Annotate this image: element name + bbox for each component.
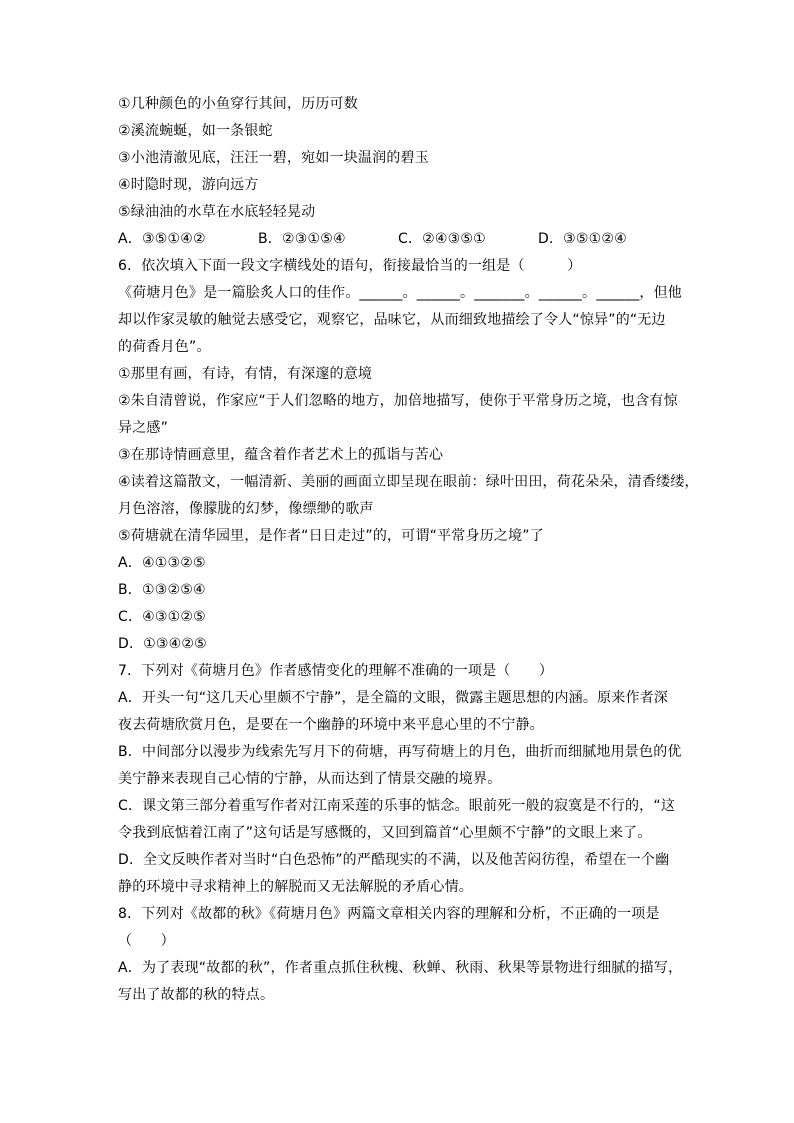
q5-option-a: A．③⑤①④② (118, 231, 206, 247)
q7-stem: 7．下列对《荷塘月色》作者感情变化的理解不准确的一项是（ ） (118, 663, 554, 679)
q5-option-c: C．②④③⑤① (398, 231, 486, 247)
q7-line-5: C．课文第三部分着重写作者对江南采莲的乐事的惦念。眼前死一般的寂寞是不行的，“这 (118, 798, 676, 814)
q6-item-4-cont: 月色溶溶，像朦胧的幻梦，像缥缈的歌声 (118, 501, 374, 517)
q7-line-1: A．开头一句“这几天心里颇不宁静”，是全篇的文眼，微露主题思想的内涵。原来作者深 (118, 690, 669, 706)
q7-line-7: D．全文反映作者对当时“白色恐怖”的严酷现实的不满，以及他苦闷彷徨，希望在一个幽 (118, 852, 670, 868)
q6-option-b: B．①③②⑤④ (118, 582, 206, 598)
q8-line-1: A．为了表现“故都的秋”，作者重点抓住秋槐、秋蝉、秋雨、秋果等景物进行细腻的描写， (118, 960, 683, 976)
q7-line-3: B．中间部分以漫步为线索先写月下的荷塘，再写荷塘上的月色，曲折而细腻地用景色的优 (118, 744, 682, 760)
q5-options (118, 226, 694, 253)
q7-line-2: 夜去荷塘欣赏月色，是要在一个幽静的环境中来平息心里的不宁静。 (118, 717, 544, 733)
q7-line-4: 美宁静来表现自己心情的宁静，从而达到了情景交融的境界。 (118, 771, 502, 787)
q6-item-2: ②朱自清曾说，作家应“于人们忽略的地方，加倍地描写，使你于平常身历之境，也含有惊 (118, 393, 678, 409)
q6-option-d: D．①③④②⑤ (118, 636, 207, 652)
q5-item-1: ①几种颜色的小鱼穿行其间，历历可数 (118, 96, 358, 112)
q5-option-d: D．③⑤①②④ (538, 231, 627, 247)
q6-passage-line-2: 却以作家灵敏的触觉去感受它，观察它，品味它，从而细致地描绘了令人“惊异”的“无边 (118, 312, 666, 328)
q6-option-a: A．④①③②⑤ (118, 555, 206, 571)
q6-item-5: ⑤荷塘就在清华园里，是作者“日日走过”的，可谓“平常身历之境”了 (118, 528, 544, 544)
q6-option-c: C．④③①②⑤ (118, 609, 206, 625)
q8-line-2: 写出了故都的秋的特点。 (118, 987, 275, 1003)
q7-line-8: 静的环境中寻求精神上的解脱而又无法解脱的矛盾心情。 (118, 879, 473, 895)
q6-item-4: ④读着这篇散文，一幅清新、美丽的画面立即呈现在眼前：绿叶田田，荷花朵朵，清香缕缕， (118, 474, 699, 490)
q6-passage-line-3: 的荷香月色”。 (118, 339, 211, 355)
q5-item-3: ③小池清澈见底，汪汪一碧，宛如一块温润的碧玉 (118, 150, 429, 166)
q6-passage-line-1: 《荷塘月色》是一篇脍炙人口的佳作。______。______。_______。______。______，但他 (118, 285, 682, 301)
question-6 (118, 253, 699, 658)
q5-item-5: ⑤绿油油的水草在水底轻轻晃动 (118, 204, 316, 220)
q6-item-1: ①那里有画，有诗，有情，有深邃的意境 (118, 366, 373, 382)
q6-stem: 6．依次填入下面一段文字横线处的语句，衔接最恰当的一组是（ ） (118, 258, 582, 274)
q5-option-b: B．②③①⑤④ (258, 231, 346, 247)
q5-item-2: ②溪流蜿蜒，如一条银蛇 (118, 123, 273, 139)
question-7 (118, 658, 694, 901)
q8-answer-paren: （ ） (118, 933, 175, 949)
q5-items (118, 91, 694, 226)
q6-item-3: ③在那诗情画意里，蕴含着作者艺术上的孤诣与苦心 (118, 447, 444, 463)
question-8 (118, 901, 694, 1009)
q5-item-4: ④时隐时现，游向远方 (118, 177, 259, 193)
q6-item-2-cont: 异之感” (118, 420, 169, 436)
q8-stem: 8．下列对《故都的秋》《荷塘月色》两篇文章相关内容的理解和分析，不正确的一项是 (118, 906, 660, 922)
q7-line-6: 令我到底惦着江南了”这句话是写感慨的，又回到篇首“心里颇不宁静”的文眼上来了。 (118, 825, 652, 841)
